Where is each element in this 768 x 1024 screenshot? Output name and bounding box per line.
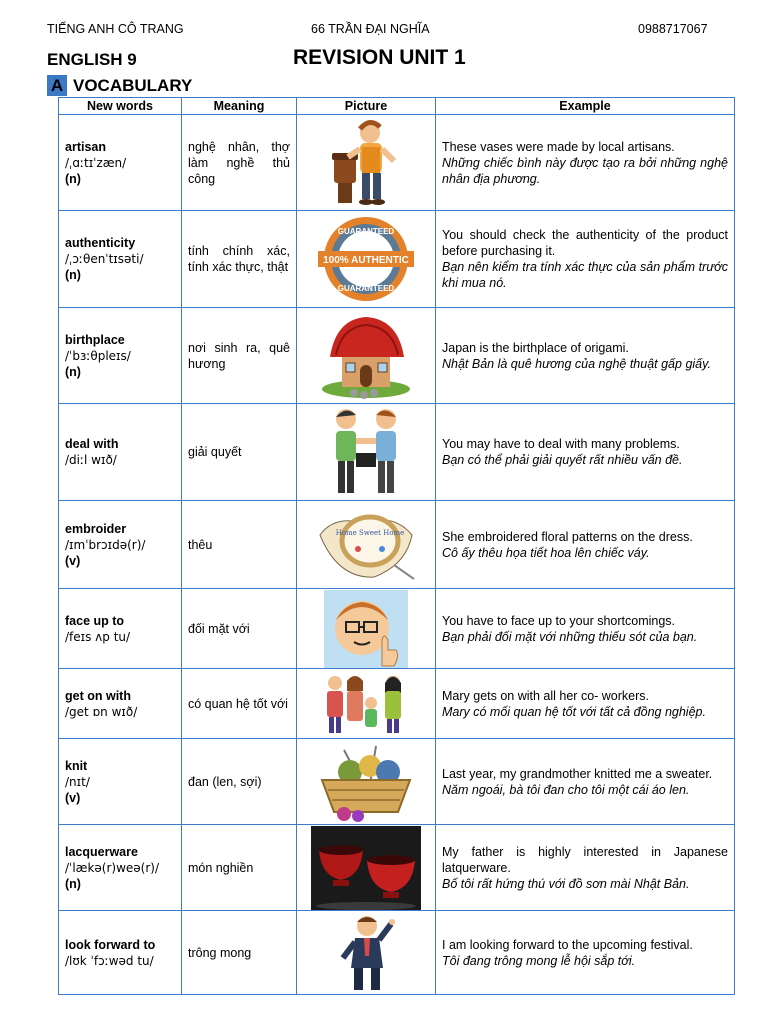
- table-row: [59, 739, 735, 825]
- pronunciation: /lʊk ˈfɔːwəd tu/: [65, 953, 154, 968]
- word: get on with: [65, 688, 131, 703]
- badge-main-text: 100% AUTHENTIC: [323, 255, 409, 266]
- badge-bottom-text: GUARANTEED: [337, 284, 395, 293]
- word-cell: [59, 739, 182, 825]
- example-cell: [436, 211, 735, 308]
- picture-cell: [297, 404, 436, 501]
- meaning-cell: trông mong: [182, 911, 297, 995]
- example-english: I am looking forward to the upcoming festival.: [442, 937, 693, 952]
- artisan-icon: [326, 117, 406, 209]
- word-cell: [59, 911, 182, 995]
- page-title: REVISION UNIT 1: [293, 46, 466, 69]
- example-english: Japan is the birthplace of origami.: [442, 340, 629, 355]
- table-row: [59, 825, 735, 911]
- word: look forward to: [65, 937, 156, 952]
- word: knit: [65, 758, 88, 773]
- header-center: 66 TRẦN ĐẠI NGHĨA: [311, 22, 430, 36]
- businessman-icon: [331, 912, 401, 994]
- example-cell: [436, 308, 735, 404]
- column-header-word: New words: [59, 98, 182, 115]
- column-header-picture: Picture: [297, 98, 436, 115]
- example-cell: [436, 911, 735, 995]
- family-icon: [321, 671, 411, 737]
- pronunciation: /ˌɑːtɪˈzæn/: [65, 155, 127, 170]
- table-row: [59, 211, 735, 308]
- example-vietnamese: Bạn có thể phải giải quyết rất nhiều vấn đề.: [442, 453, 683, 467]
- house-icon: [316, 311, 416, 401]
- embroidery-hoop-icon: [314, 505, 418, 585]
- word: deal with: [65, 437, 119, 451]
- section-heading: [47, 75, 192, 96]
- example-vietnamese: Cô ấy thêu họa tiết hoa lên chiếc váy.: [442, 545, 650, 560]
- picture-cell: [297, 739, 436, 825]
- example-cell: [436, 739, 735, 825]
- word: birthplace: [65, 332, 125, 347]
- meaning-cell: thêu: [182, 501, 297, 589]
- table-row: [59, 589, 735, 669]
- example-cell: [436, 404, 735, 501]
- meaning-cell: nơi sinh ra, quê hương: [182, 308, 297, 404]
- pronunciation: /get ɒn wɪð/: [65, 704, 138, 719]
- example-english: Last year, my grandmother knitted me a sweater.: [442, 766, 713, 781]
- word-cell: [59, 115, 182, 211]
- example-vietnamese: Năm ngoái, bà tôi đan cho tôi một cái áo len.: [442, 782, 690, 797]
- example-vietnamese: Bạn phải đối mặt với những thiếu sót của bạn.: [442, 629, 698, 644]
- part-of-speech: (n): [65, 268, 81, 282]
- picture-cell: [297, 589, 436, 669]
- picture-cell: [297, 911, 436, 995]
- word-cell: [59, 669, 182, 739]
- meaning-cell: giải quyết: [182, 404, 297, 501]
- badge-top-text: GUARANTEED: [337, 227, 395, 236]
- example-english: You should check the authenticity of the product before purchasing it.: [442, 228, 728, 258]
- authentic-badge-icon: [316, 214, 416, 304]
- table-row: [59, 911, 735, 995]
- example-english: You may have to deal with many problems.: [442, 437, 680, 451]
- column-header-meaning: Meaning: [182, 98, 297, 115]
- part-of-speech: (v): [65, 553, 81, 568]
- part-of-speech: (n): [65, 171, 81, 186]
- meaning-cell: món nghiền: [182, 825, 297, 911]
- word: authenticity: [65, 236, 136, 250]
- picture-cell: [297, 825, 436, 911]
- word-cell: [59, 501, 182, 589]
- table-row: [59, 308, 735, 404]
- picture-cell: [297, 308, 436, 404]
- example-vietnamese: Tôi đang trông mong lễ hội sắp tới.: [442, 953, 636, 968]
- lacquer-bowls-icon: [311, 826, 421, 910]
- example-english: These vases were made by local artisans.: [442, 139, 675, 154]
- example-cell: [436, 825, 735, 911]
- picture-cell: [297, 115, 436, 211]
- pronunciation: /ˈlækə(r)weə(r)/: [65, 860, 160, 875]
- example-english: She embroidered floral patterns on the dress.: [442, 529, 693, 544]
- picture-cell: [297, 211, 436, 308]
- section-letter: A: [47, 75, 67, 96]
- section-label: VOCABULARY: [73, 75, 193, 95]
- part-of-speech: (n): [65, 876, 81, 891]
- header-left: TIẾNG ANH CÔ TRANG: [47, 22, 184, 36]
- hoop-text: Home Sweet Home: [335, 528, 405, 537]
- table-row: [59, 115, 735, 211]
- meaning-cell: đan (len, sợi): [182, 739, 297, 825]
- part-of-speech: (v): [65, 790, 81, 805]
- pronunciation: /diːl wɪð/: [65, 453, 117, 467]
- example-vietnamese: Mary có mối quan hệ tốt với tất cả đồng nghiệp.: [442, 704, 706, 719]
- example-vietnamese: Những chiếc bình này được tạo ra bởi những nghệ nhân địa phương.: [442, 155, 728, 186]
- example-english: Mary gets on with all her co- workers.: [442, 688, 650, 703]
- example-cell: [436, 501, 735, 589]
- handshake-icon: [328, 405, 404, 499]
- meaning-cell: nghệ nhân, thợ làm nghề thủ công: [182, 115, 297, 211]
- thinking-face-icon: [324, 590, 408, 668]
- word: face up to: [65, 613, 125, 628]
- pronunciation: /feɪs ʌp tu/: [65, 629, 131, 644]
- table-header-row: [59, 98, 735, 115]
- example-vietnamese: Bố tôi rất hứng thú với đồ sơn mài Nhật Bản.: [442, 876, 690, 891]
- meaning-cell: đối mặt với: [182, 589, 297, 669]
- example-english: You have to face up to your shortcomings.: [442, 613, 676, 628]
- course-label: ENGLISH 9: [47, 50, 137, 69]
- table-row: [59, 669, 735, 739]
- example-vietnamese: Nhật Bản là quê hương của nghệ thuật gấp giấy.: [442, 356, 711, 371]
- meaning-cell: tính chính xác, tính xác thực, thật: [182, 211, 297, 308]
- yarn-basket-icon: [314, 742, 418, 822]
- header-right: 0988717067: [638, 22, 708, 36]
- word: embroider: [65, 521, 127, 536]
- table-row: [59, 501, 735, 589]
- word-cell: [59, 211, 182, 308]
- pronunciation: /ɪmˈbrɔɪdə(r)/: [65, 537, 146, 552]
- word: lacquerware: [65, 844, 138, 859]
- word-cell: [59, 404, 182, 501]
- pronunciation: /ˌɔːθenˈtɪsəti/: [65, 252, 144, 266]
- picture-cell: [297, 501, 436, 589]
- example-cell: [436, 589, 735, 669]
- word-cell: [59, 589, 182, 669]
- word: artisan: [65, 139, 106, 154]
- table-row: [59, 404, 735, 501]
- column-header-example: Example: [436, 98, 735, 115]
- meaning-cell: có quan hệ tốt với: [182, 669, 297, 739]
- example-english: My father is highly interested in Japanese latquerware.: [442, 844, 728, 875]
- picture-cell: [297, 669, 436, 739]
- word-cell: [59, 825, 182, 911]
- part-of-speech: (n): [65, 364, 81, 379]
- example-vietnamese: Bạn nên kiểm tra tính xác thực của sản phẩm trước khi mua nó.: [442, 260, 728, 290]
- example-cell: [436, 115, 735, 211]
- pronunciation: /ˈbɜːθpleɪs/: [65, 348, 131, 363]
- example-cell: [436, 669, 735, 739]
- word-cell: [59, 308, 182, 404]
- vocabulary-table: [58, 97, 735, 995]
- pronunciation: /nɪt/: [65, 774, 90, 789]
